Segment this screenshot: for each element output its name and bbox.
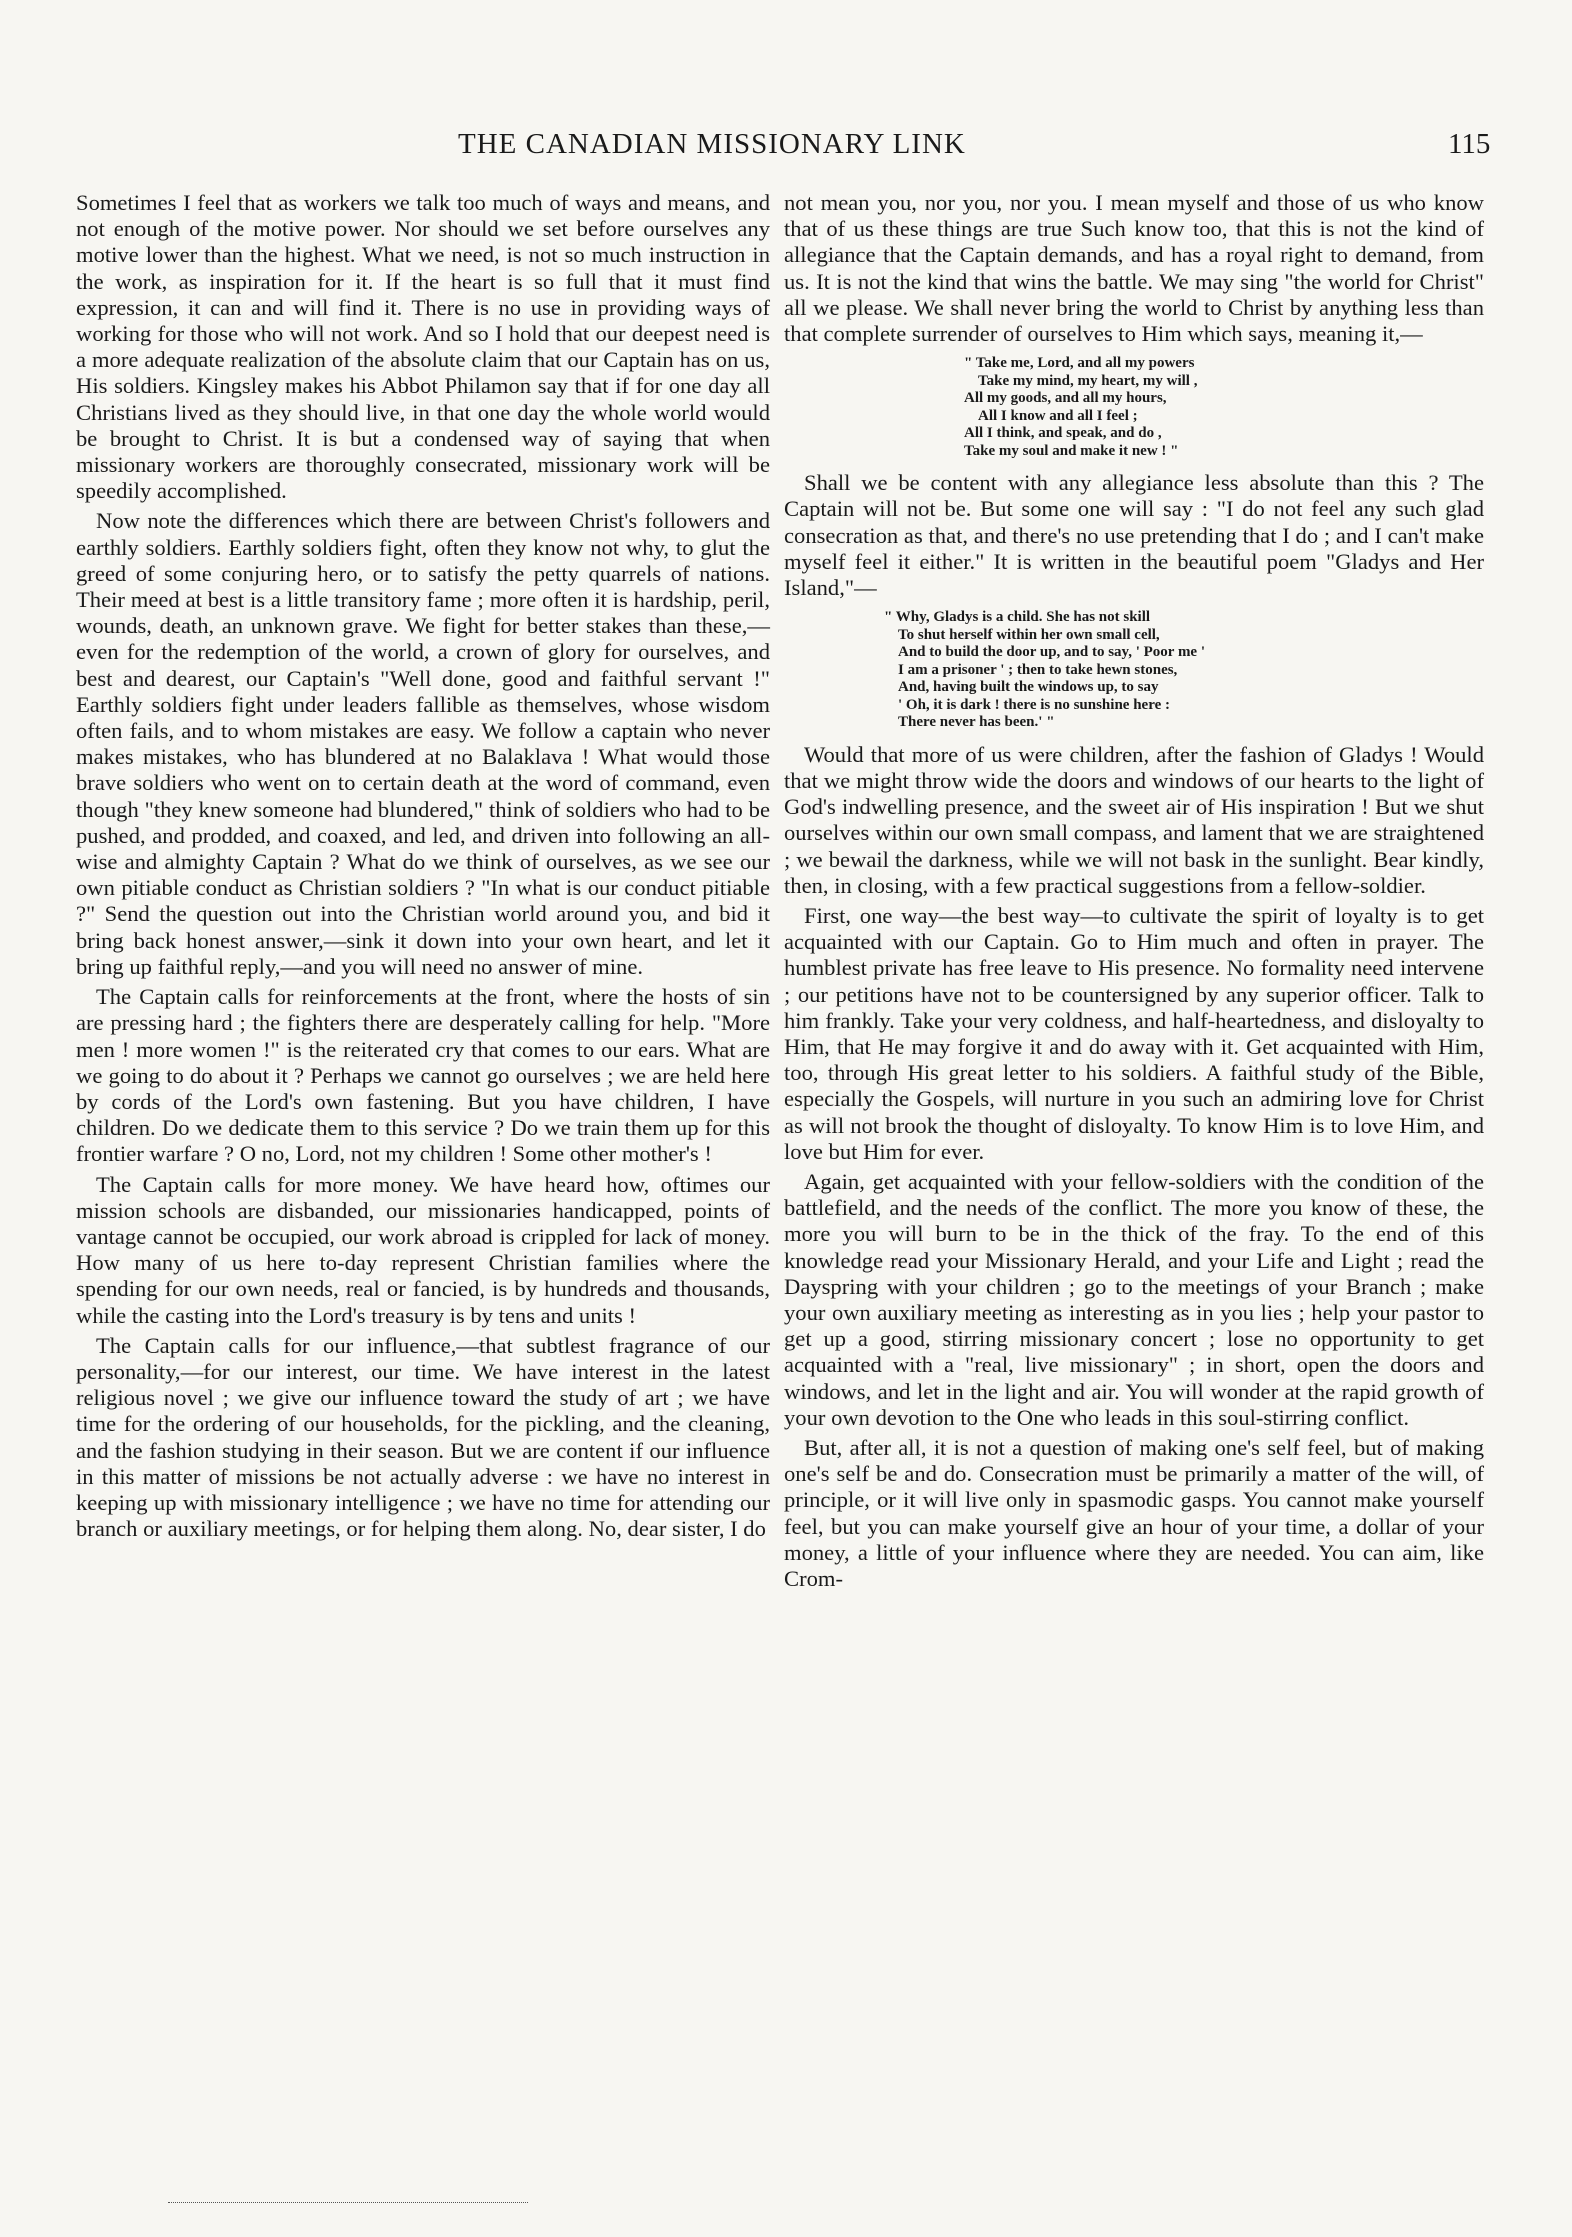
left-column	[76, 190, 770, 1546]
poem-line: ' Oh, it is dark ! there is no sunshine here :	[898, 696, 1170, 713]
poem-line: " Why, Gladys is a child. She has not skill	[884, 609, 1151, 626]
paragraph: First, one way—the best way—to cultivate the spirit of loyalty is to get acquainted with our Captain. Go to Him much and often in prayer. The humblest private has free leave to His presence. No formality need intervene ; our petitions have not to be countersigned by any superior officer. Talk to him frankly. Take your very coldness, and half-heartedness, and disloyalty to Him, that He may forgive it and do away with it. Get acquainted with Him, too, through His great letter to his soldiers. A faithful study of the Bible, especially the Gospels, will nurture in you such an admiring love for Christ as will not brook the thought of disloyalty. To know Him is to love Him, and love but Him for ever.	[784, 902, 1484, 1164]
paragraph: Shall we be content with any allegiance less absolute than this ? The Captain will not be. But some one will say : "I do not feel any such glad consecration as that, and there's no use pretending that I do ; and I can't make myself feel it either." It is written in the beautiful poem "Gladys and Her Island,"—	[784, 470, 1484, 601]
poem-line: And, having built the windows up, to say	[898, 679, 1159, 696]
paragraph: The Captain calls for more money. We have heard how, oftimes our mission schools are disbanded, our missionaries handicapped, points of vantage cannot be occupied, our work abroad is crippled for lack of money. How many of us here to-day represent Christian families where the spending for our own needs, real or fancied, is by hundreds and thousands, while the casting into the Lord's treasury is by tens and units !	[76, 1171, 770, 1328]
paragraph: The Captain calls for our influence,—that subtlest fragrance of our personality,—for our interest, our time. We have interest in the latest religious novel ; we give our influence toward the study of art ; we have time for the ordering of our households, for the pickling, and the cleaning, and the fashion studying in their season. But we are content if our influence in this matter of missions be not actually adverse : we have no interest in keeping up with missionary intelligence ; we have no time for attending our branch or auxiliary meetings, or for helping them along. No, dear sister, I do	[76, 1332, 770, 1542]
paragraph: But, after all, it is not a question of making one's self feel, but of making one's self be and do. Consecration must be primarily a matter of the will, of principle, or it will live only in spasmodic gasps. You cannot make yourself feel, but you can make yourself give an hour of your time, a dollar of your money, a little of your influence where they are needed. You can aim, like Crom-	[784, 1435, 1484, 1592]
footer-rule	[168, 2202, 528, 2203]
poem-line: To shut herself within her own small cell,	[898, 626, 1160, 643]
poem-line: I am a prisoner ' ; then to take hewn stones,	[898, 661, 1178, 678]
paragraph: Sometimes I feel that as workers we talk too much of ways and means, and not enough of the motive power. Nor should we set before ourselves any motive lower than the highest. What we need, is not so much instruction in the work, as inspiration for it. If the heart is so full that it must find expression, it can and will find it. There is no use in providing ways of working for those who will not work. And so I hold that our deepest need is a more adequate realization of the absolute claim that our Captain has on us, His soldiers. Kingsley makes his Abbot Philamon say that if for one day all Christians lived as they should live, in that one day the whole world would be brought to Christ. It is but a condensed way of saying that when missionary workers are thoroughly consecrated, missionary work will be speedily accomplished.	[76, 190, 770, 504]
poem-line: Take my soul and make it new ! "	[964, 442, 1179, 459]
paragraph: Would that more of us were children, after the fashion of Gladys ! Would that we might throw wide the doors and windows of our hearts to the light of God's indwelling presence, and the sweet air of His inspiration ! But we shut ourselves within our own small compass, and lament that we are straightened ; we bewail the darkness, while we will not bask in the sunlight. Bear kindly, then, in closing, with a few practical suggestions from a fellow-soldier.	[784, 741, 1484, 898]
right-column	[784, 190, 1484, 1596]
poem-line: All I think, and speak, and do ,	[964, 425, 1162, 442]
poem-line: All I know and all I feel ;	[978, 407, 1138, 424]
paragraph: not mean you, nor you, nor you. I mean myself and those of us who know that of us these things are true Such know too, that this is not the kind of allegiance that the Captain demands, and has a royal right to demand, from us. It is not the kind that wins the battle. We may sing "the world for Christ" all we please. We shall never bring the world to Christ by anything less than that complete surrender of ourselves to Him which says, meaning it,—	[784, 190, 1484, 347]
paragraph: Again, get acquainted with your fellow-soldiers with the condition of the battlefield, and the needs of the conflict. The more you know of these, the more you will burn to be in the thick of the fray. To the end of this knowledge read your Missionary Herald, and your Life and Light ; read the Dayspring with your children ; go to the meetings of your Branch ; make your own auxiliary meeting as interesting as in you lies ; help your pastor to get up a good, stirring missionary concert ; lose no opportunity to get acquainted with a "real, live missionary" ; in short, open the doors and windows, and let in the light and air. You will wonder at the rapid growth of your own devotion to the One who leads in this soul-stirring conflict.	[784, 1168, 1484, 1430]
paragraph: Now note the differences which there are between Christ's followers and earthly soldiers. Earthly soldiers fight, often they know not why, to glut the greed of some conjuring hero, or to satisfy the petty quarrels of nations. Their meed at best is a little transitory fame ; more often it is hardship, peril, wounds, death, an unknown grave. We fight for better stakes than these,—even for the redemption of the world, a crown of glory for ourselves, and best and dearest, our Captain's "Well done, good and faithful servant !" Earthly soldiers fight under leaders fallible as themselves, whose wisdom often fails, and to whom mistakes are easy. We follow a captain who never makes mistakes, who has blundered at no Balaklava ! What would those brave soldiers who went on to certain death at the word of command, even though "they knew someone had blundered," think of soldiers who had to be pushed, and prodded, and coaxed, and led, and driven into following an all-wise and almighty Captain ? What do we think of ourselves, as we see our own pitiable conduct as Christian soldiers ? "In what is our conduct pitiable ?" Send the question out into the Christian world around you, and bid it bring back honest answer,—sink it down into your own heart, and let it bring up faithful reply,—and you will need no answer of mine.	[76, 508, 770, 979]
poem-line: There never has been.' "	[898, 714, 1055, 731]
poem-line: Take my mind, my heart, my will ,	[978, 372, 1198, 389]
poem-line: And to build the door up, and to say, ' Poor me '	[898, 644, 1206, 661]
hymn-quote	[784, 355, 1484, 460]
page-number: 115	[1448, 128, 1491, 160]
page-header	[0, 128, 1572, 168]
running-title: THE CANADIAN MISSIONARY LINK	[458, 128, 966, 160]
paragraph: The Captain calls for reinforcements at the front, where the hosts of sin are pressing hard ; the fighters there are desperately calling for help. "More men ! more women !" is the reiterated cry that comes to our ears. What are we going to do about it ? Perhaps we cannot go ourselves ; we are held here by cords of the Lord's own fastening. But you have children, I have children. Do we dedicate them to this service ? Do we train them up for this frontier warfare ? O no, Lord, not my children ! Some other mother's !	[76, 984, 770, 1167]
poem-quote	[784, 609, 1484, 732]
poem-line: All my goods, and all my hours,	[964, 390, 1167, 407]
poem-line: " Take me, Lord, and all my powers	[964, 355, 1195, 372]
